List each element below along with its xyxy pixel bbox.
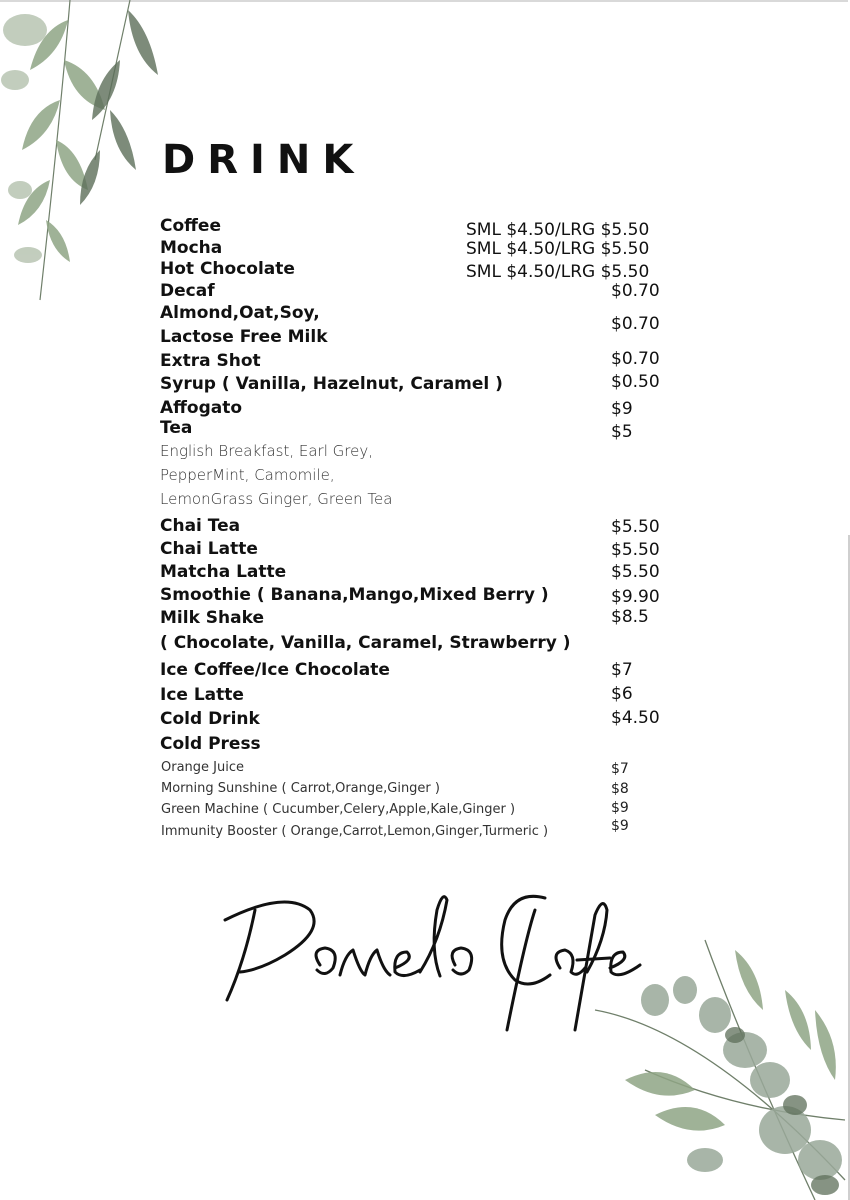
menu-item-name: Tea [160, 418, 193, 438]
menu-item-name-line2: Lactose Free Milk [160, 327, 328, 347]
menu-item-price: $0.70 [611, 349, 660, 369]
menu-item-price: $0.50 [611, 372, 660, 392]
menu-item-name: Matcha Latte [160, 562, 287, 582]
menu-heading: DRINK [162, 137, 366, 183]
cold-press-item: Morning Sunshine ( Carrot,Orange,Ginger ) [161, 781, 440, 796]
menu-item-name: Decaf [160, 281, 215, 301]
menu-item-name: Extra Shot [160, 351, 261, 371]
menu-item-name-line2: ( Chocolate, Vanilla, Caramel, Strawberry ) [160, 633, 571, 653]
menu-item-price: $9.90 [611, 587, 660, 607]
menu-item-name: Cold Drink [160, 709, 260, 729]
menu-item-name: Coffee [160, 216, 221, 236]
menu-item-price: $8.5 [611, 607, 649, 627]
menu-item-name: Mocha [160, 238, 223, 258]
menu-item-name: Cold Press [160, 734, 261, 754]
cold-press-price: $9 [611, 818, 629, 834]
menu-item-name: Ice Coffee/Ice Chocolate [160, 660, 390, 680]
menu-item-price: $0.70 [611, 314, 660, 334]
menu-item-price: $7 [611, 660, 633, 680]
menu-item-name: Hot Chocolate [160, 259, 295, 279]
leaf-foliage-icon [0, 0, 175, 310]
menu-item-price: $5.50 [611, 562, 660, 582]
cold-press-item: Green Machine ( Cucumber,Celery,Apple,Kale,Ginger ) [161, 802, 516, 817]
menu-item-name: Chai Tea [160, 516, 241, 536]
menu-item-name: Syrup ( Vanilla, Hazelnut, Caramel ) [160, 374, 503, 394]
menu-item-name: Almond,Oat,Soy, [160, 303, 320, 323]
cold-press-price: $7 [611, 761, 629, 777]
menu-item-price: $4.50 [611, 708, 660, 728]
menu-item-price: $9 [611, 399, 633, 419]
eucalyptus-foliage-icon [585, 930, 850, 1200]
menu-item-name: Ice Latte [160, 685, 244, 705]
menu-item-price: $6 [611, 684, 633, 704]
cold-press-item: Orange Juice [161, 760, 244, 775]
cold-press-item: Immunity Booster ( Orange,Carrot,Lemon,Ginger,Turmeric ) [161, 824, 549, 839]
tea-variety-line: English Breakfast, Earl Grey, [160, 442, 373, 460]
menu-item-name: Affogato [160, 398, 243, 418]
menu-item-price: SML $4.50/LRG $5.50 [466, 239, 650, 259]
cold-press-price: $8 [611, 781, 629, 797]
tea-variety-line: LemonGrass Ginger, Green Tea [160, 490, 393, 508]
menu-item-name: Milk Shake [160, 608, 264, 628]
menu-item-price: SML $4.50/LRG $5.50 [466, 262, 650, 282]
menu-item-price: $5.50 [611, 517, 660, 537]
menu-item-price: SML $4.50/LRG $5.50 [466, 220, 650, 240]
menu-item-price: $5.50 [611, 540, 660, 560]
menu-item-name: Chai Latte [160, 539, 258, 559]
menu-item-name: Smoothie ( Banana,Mango,Mixed Berry ) [160, 585, 549, 605]
menu-item-price: $5 [611, 422, 633, 442]
tea-variety-line: PepperMint, Camomile, [160, 466, 335, 484]
menu-item-price: $0.70 [611, 281, 660, 301]
cold-press-price: $9 [611, 800, 629, 816]
